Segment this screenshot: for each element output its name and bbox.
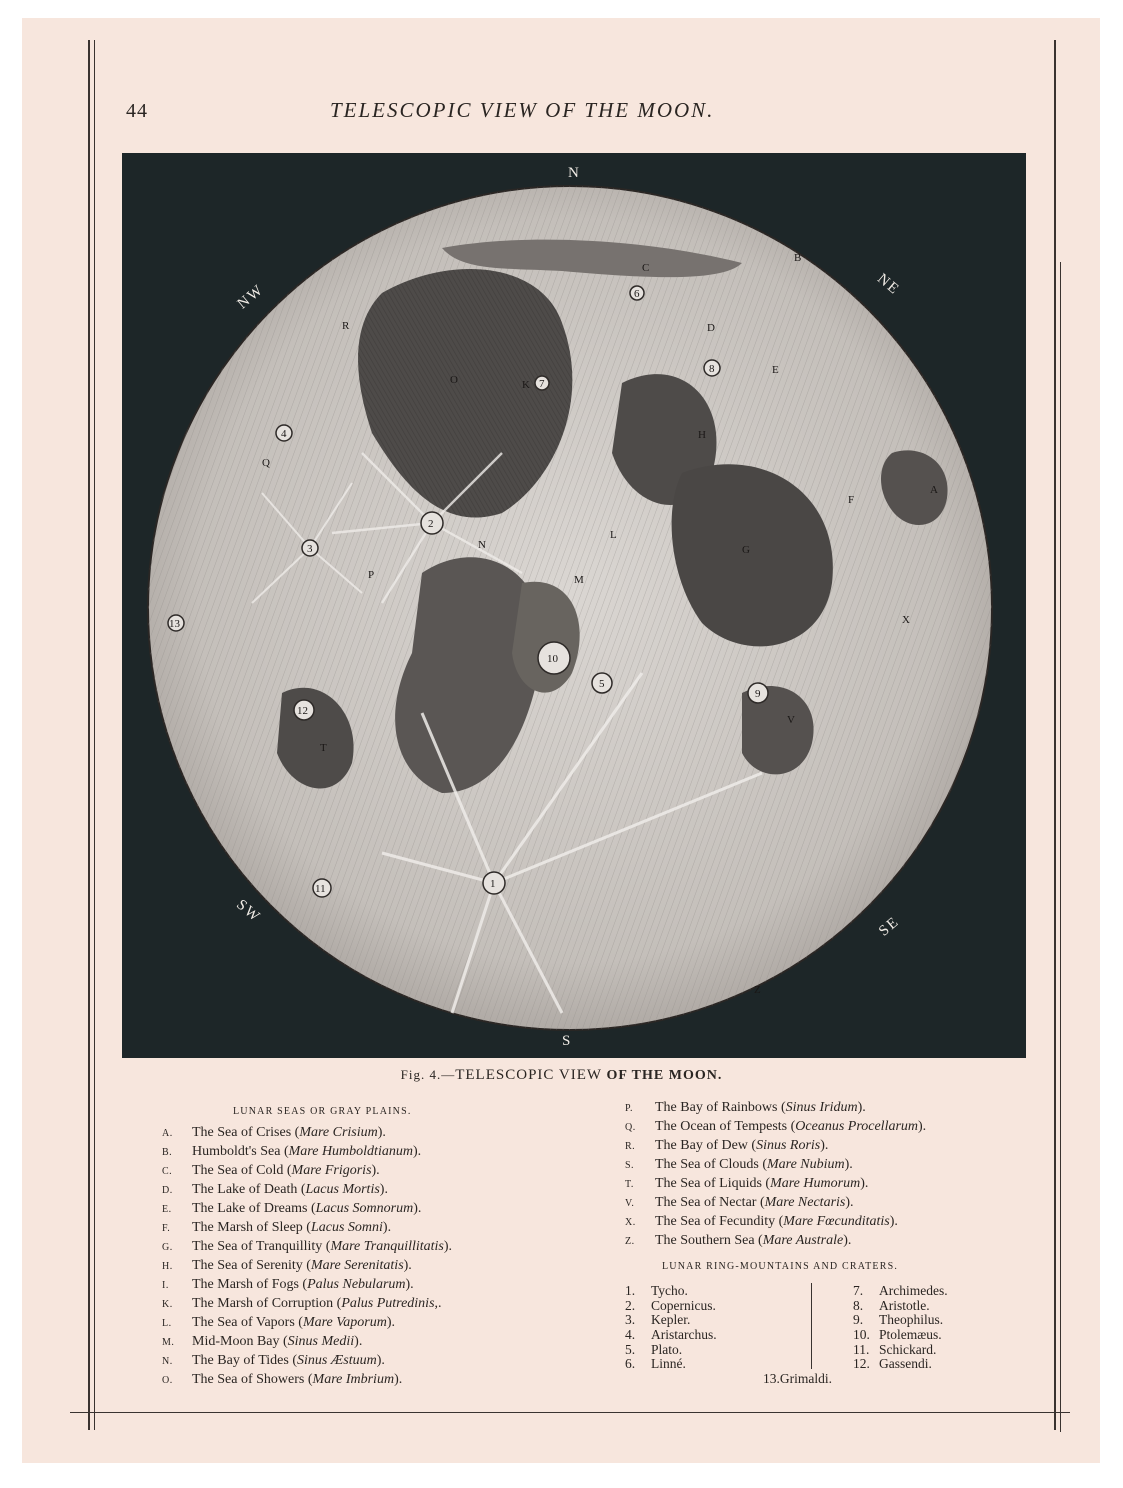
sea-row-m: M. Mid-Moon Bay (Sinus Medii). — [162, 1334, 363, 1349]
sea-row-o: O. The Sea of Showers (Mare Imbrium). — [162, 1372, 403, 1387]
crater-row-5: 5. Plato. — [625, 1341, 683, 1357]
map-label-k: K — [522, 379, 530, 391]
craters-list-left — [625, 1284, 717, 1372]
map-label-h: H — [698, 429, 706, 441]
seas-heading: LUNAR SEAS OR GRAY PLAINS. — [233, 1106, 412, 1117]
figure-title-part1: TELESCOPIC VIEW — [455, 1067, 602, 1083]
seas-list-left — [162, 1123, 452, 1389]
sea-row-c: C. The Sea of Cold (Mare Frigoris). — [162, 1163, 380, 1178]
craters-list-right — [853, 1284, 948, 1372]
sea-row-p: P. The Bay of Rainbows (Sinus Iridum). — [625, 1100, 866, 1115]
map-label-4: 4 — [281, 428, 287, 440]
map-label-n: N — [478, 539, 486, 551]
map-label-5: 5 — [599, 678, 605, 690]
map-label-2: 2 — [428, 518, 434, 530]
compass-s: S — [562, 1033, 573, 1049]
compass-n: N — [568, 165, 581, 181]
compass-nw: NW — [234, 281, 268, 313]
map-label-b: B — [794, 252, 802, 264]
crater-row-10: 10. Ptolemæus. — [853, 1327, 942, 1343]
crater-row-3: 3. Kepler. — [625, 1312, 691, 1328]
craters-heading: LUNAR RING-MOUNTAINS AND CRATERS. — [662, 1261, 899, 1272]
sea-row-h: H. The Sea of Serenity (Mare Serenitatis). — [162, 1258, 412, 1273]
map-label-e: E — [772, 364, 779, 376]
figure-number: Fig. 4.— — [400, 1067, 456, 1082]
left-border-rule — [88, 40, 90, 1430]
map-label-8: 8 — [709, 363, 715, 375]
left-border-rule-inner — [94, 40, 95, 1430]
crater-row-7: 7. Archimedes. — [853, 1283, 948, 1298]
map-label-1: 1 — [490, 878, 496, 890]
map-label-m: M — [574, 574, 584, 586]
crater-row-2: 2. Copernicus. — [625, 1297, 716, 1313]
map-label-f: F — [848, 494, 855, 506]
map-label-13: 13 — [169, 618, 180, 630]
map-label-o: O — [450, 374, 458, 386]
sea-row-f: F. The Marsh of Sleep (Lacus Somni). — [162, 1220, 392, 1235]
crater-row-4: 4. Aristarchus. — [625, 1327, 717, 1343]
figure-caption — [0, 1067, 1123, 1084]
map-label-a: A — [930, 484, 938, 496]
map-label-p: P — [368, 569, 375, 581]
crater-row-12: 12. Gassendi. — [853, 1356, 932, 1372]
map-label-10: 10 — [547, 653, 558, 665]
sea-row-l: L. The Sea of Vapors (Mare Vaporum). — [162, 1315, 395, 1330]
right-border-rule — [1054, 40, 1056, 1430]
compass-ne: NE — [874, 270, 903, 299]
bottom-border-rule — [70, 1412, 1070, 1413]
map-label-6: 6 — [634, 288, 640, 300]
map-label-v: V — [787, 714, 795, 726]
running-head: TELESCOPIC VIEW OF THE MOON. — [330, 98, 715, 122]
compass-sw: SW — [233, 896, 264, 927]
sea-row-b: B. Humboldt's Sea (Mare Humboldtianum). — [162, 1144, 422, 1159]
crater-row-13: 13.Grimaldi. — [763, 1371, 832, 1386]
sea-row-d: D. The Lake of Death (Lacus Mortis). — [162, 1182, 388, 1197]
sea-row-q: Q. The Ocean of Tempests (Oceanus Procellarum). — [625, 1119, 927, 1134]
map-label-g: G — [742, 544, 750, 556]
crater-row-11: 11. Schickard. — [853, 1341, 937, 1357]
map-label-7: 7 — [539, 378, 545, 390]
sea-row-g: G. The Sea of Tranquillity (Mare Tranquillitatis). — [162, 1239, 453, 1254]
moon-illustration — [122, 153, 1026, 1058]
sea-row-n: N. The Bay of Tides (Sinus Æstuum). — [162, 1353, 385, 1368]
seas-list-right — [625, 1098, 926, 1250]
map-label-q: Q — [262, 457, 270, 469]
right-border-rule-inner — [1060, 262, 1061, 1432]
sea-row-v: V. The Sea of Nectar (Mare Nectaris). — [625, 1195, 854, 1210]
crater-row-8: 8. Aristotle. — [853, 1297, 930, 1313]
crater-row-1: 1. Tycho. — [625, 1283, 688, 1298]
sea-row-k: K. The Marsh of Corruption (Palus Putredinis,. — [162, 1296, 442, 1311]
sea-row-i: I. The Marsh of Fogs (Palus Nebularum). — [162, 1277, 414, 1292]
sea-row-r: R. The Bay of Dew (Sinus Roris). — [625, 1138, 829, 1153]
map-label-l: L — [610, 529, 617, 541]
crater-column-divider — [811, 1283, 812, 1369]
map-label-c: C — [642, 262, 650, 274]
map-label-9: 9 — [755, 688, 761, 700]
figure-title-part2: OF THE MOON. — [606, 1068, 723, 1083]
map-label-3: 3 — [307, 543, 313, 555]
map-label-r: R — [342, 320, 350, 332]
sea-row-x: X. The Sea of Fecundity (Mare Fœcunditatis). — [625, 1214, 898, 1229]
map-label-12: 12 — [297, 705, 308, 717]
map-label-d: D — [707, 322, 715, 334]
map-label-z: Z — [754, 984, 761, 996]
sea-row-a: A. The Sea of Crises (Mare Crisium). — [162, 1125, 386, 1140]
sea-row-e: E. The Lake of Dreams (Lacus Somnorum). — [162, 1201, 422, 1216]
map-label-11: 11 — [315, 883, 326, 895]
crater-row-9: 9. Theophilus. — [853, 1312, 944, 1328]
compass-se: SE — [876, 913, 903, 940]
sea-row-t: T. The Sea of Liquids (Mare Humorum). — [625, 1176, 869, 1191]
map-label-t: T — [320, 742, 327, 754]
moon-plate — [122, 153, 1026, 1058]
sea-row-s: S. The Sea of Clouds (Mare Nubium). — [625, 1157, 853, 1172]
crater-row-6: 6. Linné. — [625, 1356, 686, 1372]
page-number: 44 — [126, 100, 148, 122]
sea-row-z: Z. The Southern Sea (Mare Australe). — [625, 1233, 852, 1248]
map-label-x: X — [902, 614, 910, 626]
